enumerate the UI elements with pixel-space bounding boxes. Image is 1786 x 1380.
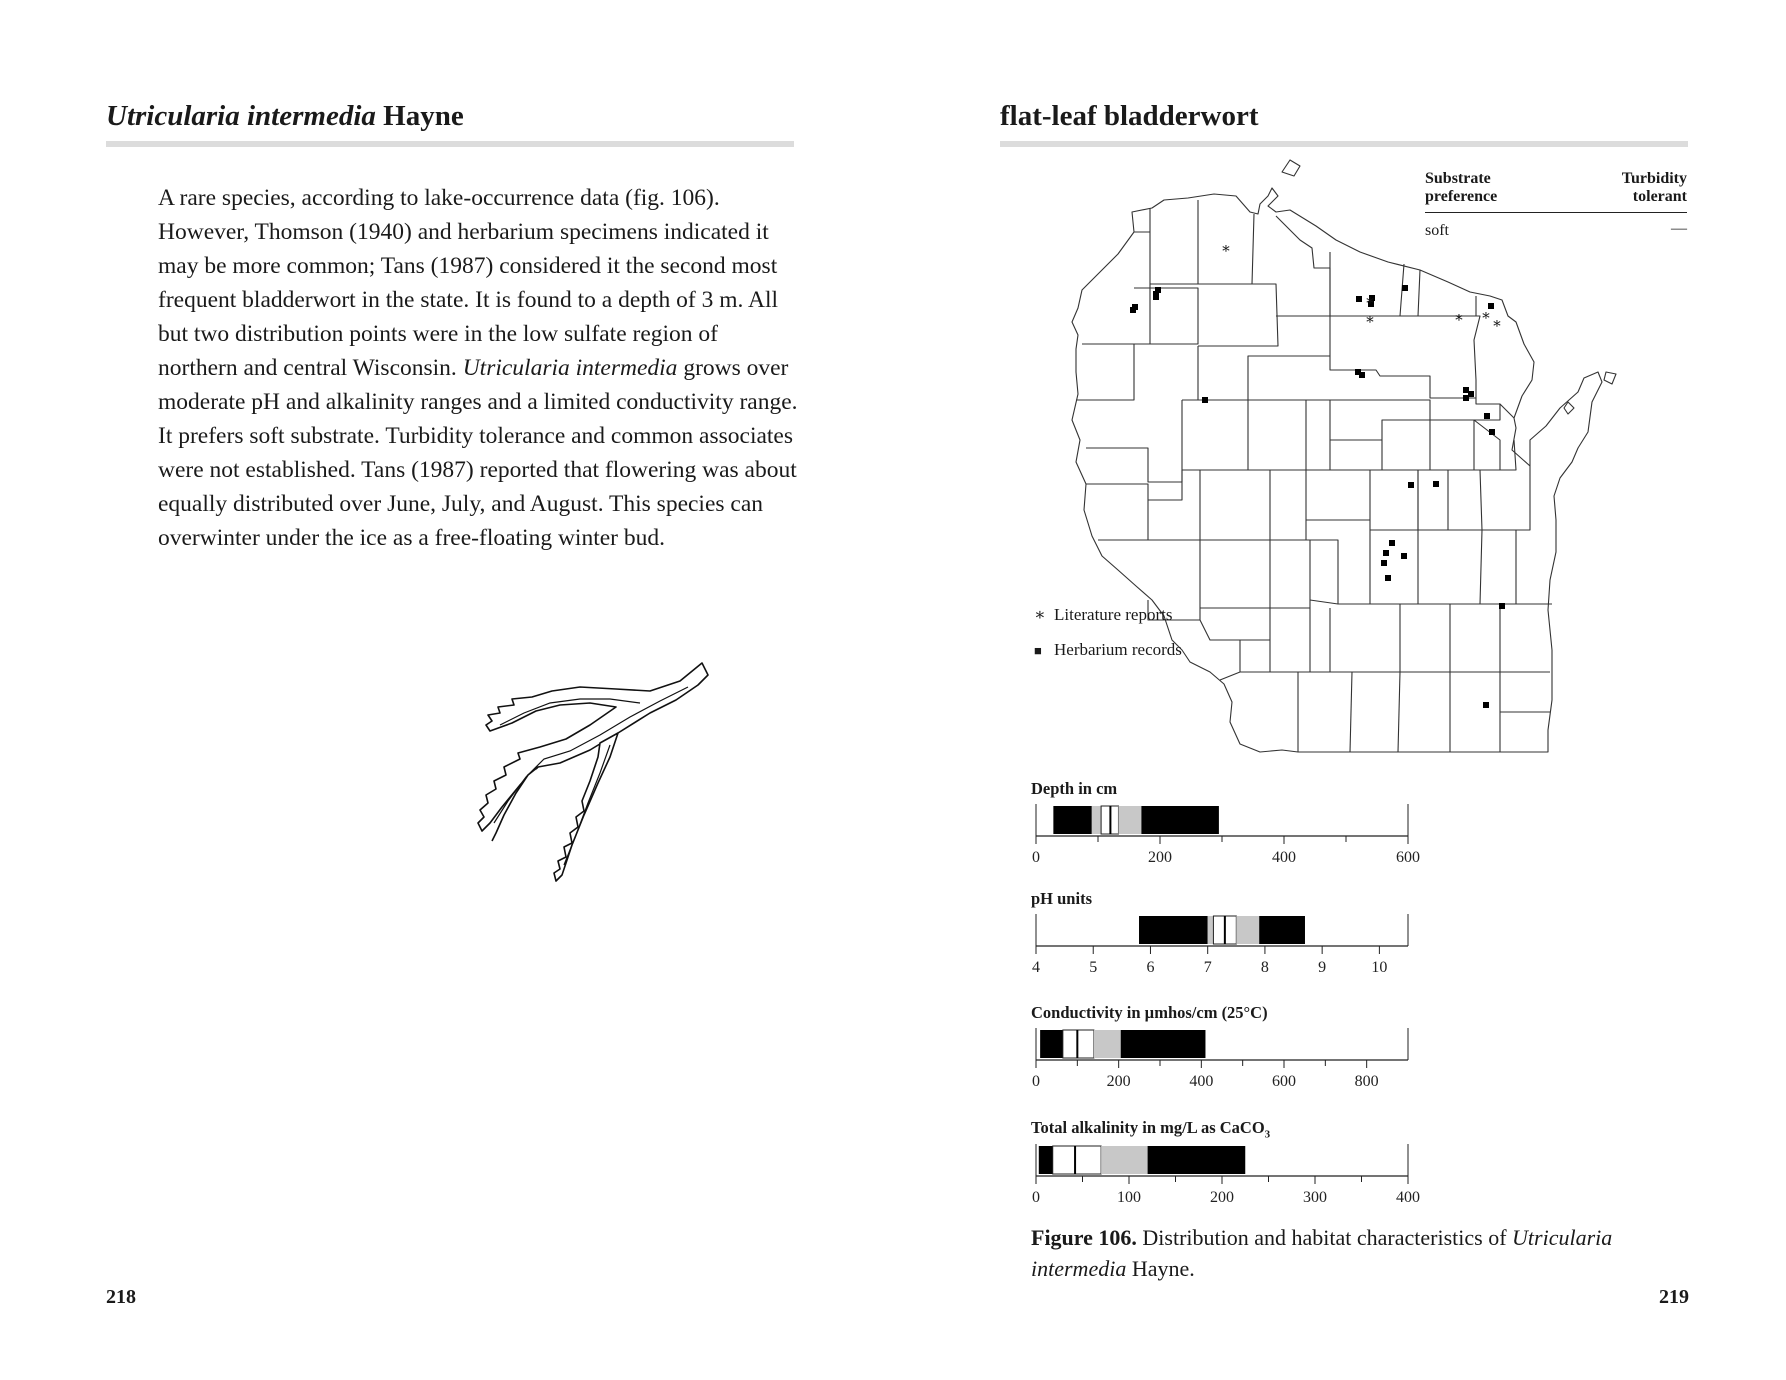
leaf-illustration [440,655,720,885]
legend-literature [1034,605,1172,625]
tick-label: 600 [1396,849,1420,866]
herbarium-record-marker [1489,429,1495,435]
range-segment [1148,1146,1246,1174]
legend-herbarium-label: Herbarium records [1054,640,1182,659]
herbarium-record-marker [1468,391,1474,397]
depth-chart-title: Depth in cm [1031,779,1118,798]
map-points [1130,241,1505,708]
right-page-title: flat-leaf bladderwort [1000,100,1259,132]
legend-herbarium [1034,640,1182,660]
tick-label: 300 [1303,1189,1327,1206]
right-header-rule [1000,141,1688,147]
left-header-rule [106,141,794,147]
figure-number: Figure 106. [1031,1225,1137,1250]
herbarium-record-marker [1383,550,1389,556]
species-name-italic: Utricularia intermedia [106,100,376,132]
range-segment [1259,916,1305,944]
herbarium-record-marker [1153,294,1159,300]
left-page-title [106,100,464,133]
tick-label: 100 [1117,1189,1141,1206]
tick-label: 400 [1396,1189,1420,1206]
range-segment [1208,916,1214,944]
ph-chart [1030,910,1450,990]
legend-literature-label: Literature reports [1054,605,1173,624]
herbarium-record-marker [1433,481,1439,487]
turbidity-header: Turbidity tolerant [1621,170,1687,205]
figure-caption: Figure 106. Distribution and habitat characteristics of Utricularia intermedia Hayne. [1031,1225,1613,1281]
range-segment [1040,1030,1063,1058]
herbarium-record-marker [1483,702,1489,708]
tick-label: 6 [1146,959,1155,976]
literature-report-marker: ∗ [1364,312,1376,328]
tick-label: 4 [1032,959,1040,976]
herbarium-record-marker [1402,285,1408,291]
range-segment [1101,1146,1148,1174]
herbarium-record-marker [1356,296,1362,302]
tick-label: 5 [1089,959,1098,976]
species-name-inline: Utricularia intermedia [462,355,678,381]
tick-label: 200 [1210,1189,1234,1206]
range-segment [1094,1030,1121,1058]
depth-chart [1030,800,1450,880]
range-segment [1092,806,1101,834]
conductivity-chart [1030,1024,1450,1104]
range-segment [1139,916,1208,944]
herbarium-record-marker [1389,540,1395,546]
substrate-header: Substrate preference [1425,170,1498,205]
herbarium-record-marker [1408,482,1414,488]
tick-label: 7 [1203,959,1212,976]
tick-label: 10 [1371,959,1388,976]
range-segment [1053,1146,1101,1174]
range-segment [1053,806,1091,834]
herbarium-record-marker [1401,553,1407,559]
tick-label: 200 [1106,1073,1131,1090]
range-segment [1121,1030,1206,1058]
species-author: Hayne [375,100,464,132]
range-segment [1236,916,1259,944]
herbarium-record-marker [1385,575,1391,581]
herbarium-record-marker [1202,397,1208,403]
herbarium-record-marker [1499,603,1505,609]
herbarium-record-marker [1132,304,1138,310]
tick-label: 400 [1189,1073,1214,1090]
left-page-number: 218 [106,1286,136,1308]
tick-label: 0 [1032,1189,1040,1206]
description-text: A rare species, according to lake-occurrence data (fig. 106). However, Thomson (1940) and herbarium specimens indicated it may be more common; Tans (1987) considered it the second most frequent bladderwort in the state. It is found to a depth of 3 m. All but two distribution points were in the low sulfate region of northern and central Wisconsin. [158,185,778,381]
herbarium-record-marker [1381,560,1387,566]
literature-report-marker: ∗ [1491,316,1503,332]
literature-report-marker: ∗ [1220,241,1232,257]
range-segment [1063,1030,1094,1058]
herbarium-record-marker [1355,369,1361,375]
alkalinity-chart [1030,1140,1450,1220]
asterisk-icon: ∗ [1034,605,1046,624]
tick-label: 9 [1318,959,1327,976]
species-description [158,181,798,555]
tick-label: 200 [1148,849,1172,866]
range-segment [1141,806,1219,834]
literature-report-marker: ∗ [1453,310,1465,326]
range-segment [1110,806,1118,834]
literature-report-marker: ∗ [1364,293,1376,309]
tick-label: 800 [1354,1073,1379,1090]
tick-label: 400 [1272,849,1296,866]
range-segment [1039,1146,1053,1174]
tick-label: 8 [1260,959,1269,976]
ph-chart-title: pH units [1031,889,1092,908]
tick-label: 0 [1032,1073,1040,1090]
right-page-number: 219 [1659,1286,1689,1308]
range-segment [1118,806,1141,834]
turbidity-value: — [1671,220,1687,237]
tick-label: 600 [1272,1073,1296,1090]
description-text: grows over moderate pH and alkalinity ranges and a limited conductivity range. It prefers soft substrate. Turbidity tolerance and common associates were not established. Tans (1987) reported that flowering was about equally distributed over June, July, and August. This species can overwinter under the ice as a free-floating winter bud. [158,355,798,551]
tick-label: 0 [1032,849,1040,866]
herbarium-record-marker [1484,413,1490,419]
herbarium-record-marker [1155,287,1161,293]
range-segment [1101,806,1110,834]
wisconsin-county-map [1060,155,1640,755]
substrate-value: soft [1425,222,1449,239]
conductivity-chart-title: Conductivity in µmhos/cm (25°C) [1031,1003,1268,1022]
square-icon: ■ [1034,643,1042,658]
alkalinity-chart-title: Total alkalinity in mg/L as CaCO$_3$ [1031,1118,1271,1141]
literature-report-marker: ∗ [1480,308,1492,324]
